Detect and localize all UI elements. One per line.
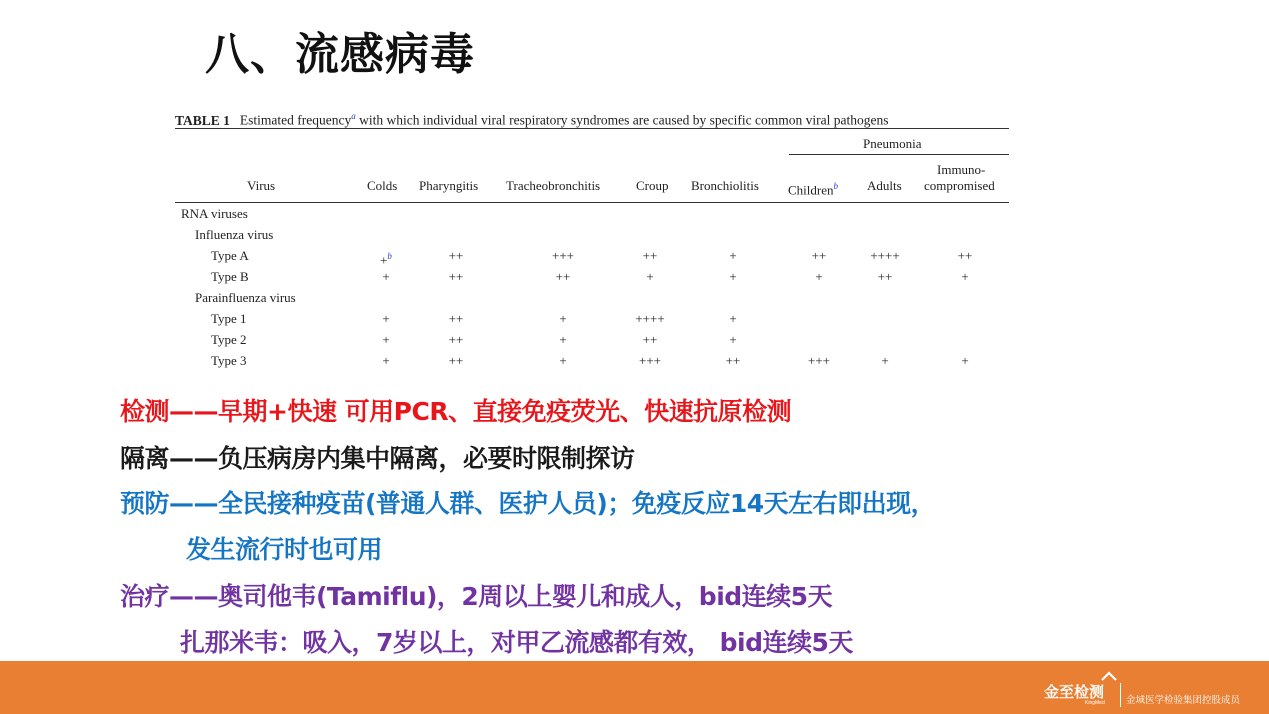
col-children-sup: b <box>833 181 838 191</box>
frequency-table <box>175 106 1011 376</box>
cell-value: ++ <box>725 353 741 368</box>
cell-value: +++ <box>808 353 830 368</box>
col-children-label: Children <box>788 182 834 198</box>
table-cell <box>559 332 566 348</box>
footer-tagline: 金域医学检验集团控股成员 <box>1126 695 1241 706</box>
group-header-pneumonia: Pneumonia <box>863 136 922 151</box>
table-cell <box>961 353 968 369</box>
cell-value: ++++ <box>870 248 900 263</box>
table-cell <box>808 353 830 369</box>
row-label: Type A <box>211 248 249 263</box>
bullet-treatment-line1: 治疗——奥司他韦(Tamiflu)，2周以上婴儿和成人，bid连续5天 <box>120 582 833 611</box>
table-cell <box>635 311 664 327</box>
table-cell <box>382 353 389 369</box>
col-colds: Colds <box>367 178 398 193</box>
cell-value: + <box>559 353 567 368</box>
table-cell <box>382 269 389 285</box>
row-label: RNA viruses <box>181 206 248 221</box>
kingmed-logo-icon <box>1101 671 1117 683</box>
table-caption-text: Estimated frequency <box>239 112 352 128</box>
row-label: Type 1 <box>211 311 247 326</box>
bullet-detection: 检测——早期+快速 可用PCR、直接免疫荧光、快速抗原检测 <box>120 397 792 426</box>
slide-title: 八、流感病毒 <box>205 29 475 80</box>
cell-value: + <box>881 353 889 368</box>
cell-value: + <box>382 332 390 347</box>
row-label: Type 3 <box>211 353 247 368</box>
table-cell <box>449 269 464 285</box>
col-pharyngitis: Pharyngitis <box>419 178 479 193</box>
bullet-treatment-line2: 扎那米韦：吸入，7岁以上，对甲乙流感都有效， bid连续5天 <box>180 628 853 657</box>
cell-value: + <box>729 332 737 347</box>
cell-value: + <box>380 252 388 268</box>
table-cell <box>380 248 392 268</box>
table-cell <box>812 248 827 264</box>
cell-value: +++ <box>639 353 661 368</box>
cell-value: + <box>382 311 390 326</box>
col-bronchiolitis: Bronchiolitis <box>691 178 759 193</box>
footer-logo-text: 金至检测 <box>1044 683 1105 701</box>
table-cell <box>449 311 464 327</box>
cell-value: ++ <box>448 311 464 326</box>
table-caption-rest: with which individual viral respiratory syndromes are caused by specific common viral pathogens <box>355 112 889 128</box>
col-children <box>788 178 838 198</box>
row-label: Type B <box>211 269 249 284</box>
bullet-prevention-line2: 发生流行时也可用 <box>186 535 383 564</box>
cell-value: + <box>729 248 737 263</box>
footer-logo-sub: KingMed <box>1085 700 1105 706</box>
table-cell <box>639 353 661 369</box>
col-virus: Virus <box>247 178 276 193</box>
table-cell <box>449 332 464 348</box>
cell-value: ++ <box>448 269 464 284</box>
cell-value: ++ <box>811 248 827 263</box>
table-cell <box>643 332 658 348</box>
col-croup: Croup <box>636 178 669 193</box>
table-cell <box>729 269 736 285</box>
table-caption-label: TABLE 1 <box>175 112 230 128</box>
cell-value: + <box>961 269 969 284</box>
row-label: Type 2 <box>211 332 247 347</box>
cell-value: + <box>382 353 390 368</box>
table-cell <box>726 353 741 369</box>
table-cell <box>552 248 574 264</box>
cell-value: ++ <box>448 332 464 347</box>
table-caption-sup: a <box>351 111 356 121</box>
table-caption <box>175 106 1011 126</box>
cell-value: ++ <box>555 269 571 284</box>
pneumonia-rule <box>789 154 1009 155</box>
cell-value: ++ <box>957 248 973 263</box>
cell-value: + <box>559 311 567 326</box>
cell-value: + <box>382 269 390 284</box>
cell-value: + <box>559 332 567 347</box>
table-cell <box>729 248 736 264</box>
table-cell <box>382 332 389 348</box>
table-cell <box>449 353 464 369</box>
table-cell <box>643 248 658 264</box>
table-cell <box>729 311 736 327</box>
bullet-prevention-line1: 预防——全民接种疫苗(普通人群、医护人员)；免疫反应14天左右即出现， <box>120 489 936 518</box>
header-bottom-rule <box>175 202 1009 203</box>
cell-value: ++ <box>642 248 658 263</box>
table-cell <box>382 311 389 327</box>
cell-value: + <box>646 269 654 284</box>
table-cell <box>958 248 973 264</box>
cell-value: + <box>961 353 969 368</box>
table-cell <box>815 269 822 285</box>
col-immuno-line1: Immuno- <box>937 162 986 177</box>
table-cell <box>556 269 571 285</box>
table-cell <box>559 353 566 369</box>
cell-value: ++ <box>448 248 464 263</box>
cell-value: +++ <box>552 248 574 263</box>
row-label: Influenza virus <box>195 227 274 242</box>
table-cell <box>870 248 899 264</box>
table-cell <box>559 311 566 327</box>
col-adults: Adults <box>867 178 902 193</box>
cell-value: + <box>729 311 737 326</box>
table-cell <box>646 269 653 285</box>
col-tracheobronchitis: Tracheobronchitis <box>506 178 601 193</box>
table-cell <box>881 353 888 369</box>
cell-value: ++ <box>448 353 464 368</box>
footer-bar <box>0 661 1269 714</box>
table-top-rule <box>175 128 1009 129</box>
table-cell <box>878 269 893 285</box>
cell-value: + <box>815 269 823 284</box>
row-label: Parainfluenza virus <box>195 290 296 305</box>
cell-value: ++ <box>642 332 658 347</box>
cell-value: ++++ <box>635 311 665 326</box>
footer-divider <box>1120 683 1121 707</box>
table-cell <box>729 332 736 348</box>
cell-value: + <box>729 269 737 284</box>
table-cell <box>961 269 968 285</box>
cell-sup: b <box>387 251 392 261</box>
cell-value: ++ <box>877 269 893 284</box>
col-immuno-line2: compromised <box>924 178 995 193</box>
table-cell <box>449 248 464 264</box>
bullet-isolation: 隔离——负压病房内集中隔离，必要时限制探访 <box>120 444 635 473</box>
